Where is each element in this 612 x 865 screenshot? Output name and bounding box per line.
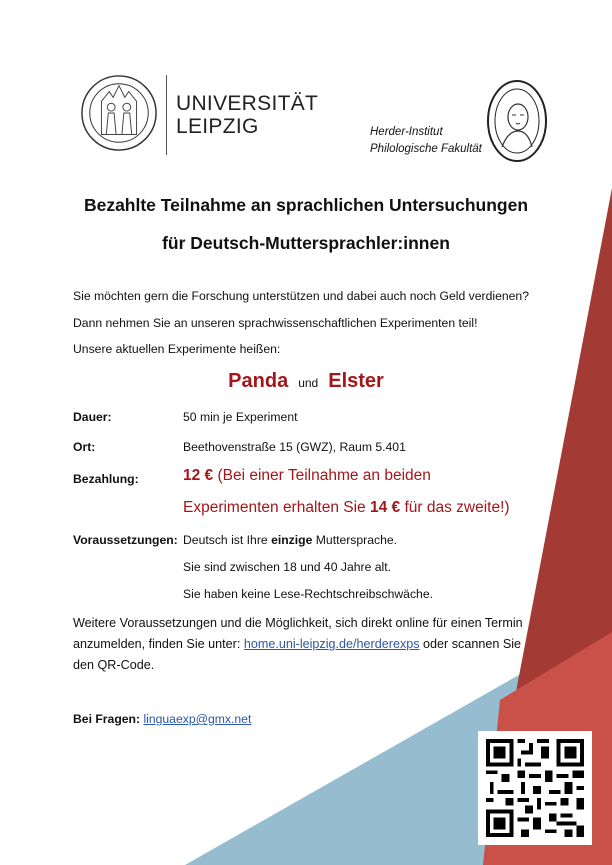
requirement-1-pre: Deutsch ist Ihre <box>183 533 272 547</box>
logo-divider <box>166 75 167 155</box>
payment-amount2: 14 € <box>369 499 401 516</box>
more-info-paragraph <box>73 613 533 676</box>
location-label: Ort: <box>73 440 96 454</box>
requirement-1 <box>183 533 397 547</box>
payment-line1 <box>183 467 431 485</box>
title-line1: Bezahlte Teilnahme an sprachlichen Untersuchungen <box>83 195 529 215</box>
experiment-names <box>0 370 612 393</box>
payment-amount: 12 € <box>183 467 214 484</box>
requirement-3: Sie haben keine Lese-Rechtschreibschwäche. <box>183 587 433 601</box>
contact-line <box>73 712 251 726</box>
university-name-line2: LEIPZIG <box>176 115 259 138</box>
intro-line1: Sie möchten gern die Forschung unterstützen und dabei auch noch Geld verdienen? <box>73 289 529 303</box>
university-name-line1: UNIVERSITÄT <box>176 92 319 115</box>
payment-line2 <box>183 499 510 517</box>
requirement-1-post: Muttersprache. <box>312 533 398 547</box>
requirement-2: Sie sind zwischen 18 und 40 Jahre alt. <box>183 560 391 574</box>
university-seal-icon <box>80 74 158 152</box>
intro-line3: Unsere aktuellen Experimente heißen: <box>73 342 281 356</box>
registration-link[interactable]: home.uni-leipzig.de/herderexps <box>243 637 420 651</box>
experiment-panda: Panda <box>228 370 289 392</box>
duration-label: Dauer: <box>73 410 112 424</box>
institute-line2: Philologische Fakultät <box>370 143 482 155</box>
location-value: Beethovenstraße 15 (GWZ), Raum 5.401 <box>183 440 406 454</box>
experiment-elster: Elster <box>328 370 384 392</box>
more-info-text-after: oder scannen Sie den QR-Code. <box>73 637 522 672</box>
institute-line1: Herder-Institut <box>370 126 443 138</box>
payment-label: Bezahlung: <box>73 472 139 486</box>
institute-name <box>370 124 482 158</box>
contact-email-link[interactable]: linguaexp@gmx.net <box>143 712 252 726</box>
requirement-1-bold: einzige <box>271 533 313 547</box>
title-line2: für Deutsch-Muttersprachler:innen <box>162 233 450 253</box>
payment-line2-post: für das zweite!) <box>400 499 510 516</box>
payment-line1-text: (Bei einer Teilnahme an beiden <box>213 467 431 484</box>
more-info-text: Weitere Voraussetzungen und die Möglichkeit, sich direkt online für einen Termin anzumelden, finden Sie unter: <box>73 616 523 651</box>
payment-line2-pre: Experimenten erhalten Sie <box>183 499 370 516</box>
qr-code-icon[interactable] <box>478 731 592 845</box>
requirements-label: Voraussetzungen: <box>73 533 178 547</box>
intro-line2: Dann nehmen Sie an unseren sprachwissenschaftlichen Experimenten teil! <box>73 316 478 330</box>
contact-label: Bei Fragen: <box>73 712 141 726</box>
duration-value: 50 min je Experiment <box>183 410 298 424</box>
herder-portrait-seal-icon <box>486 79 548 163</box>
experiment-connector: und <box>298 376 319 390</box>
university-name <box>176 92 318 138</box>
